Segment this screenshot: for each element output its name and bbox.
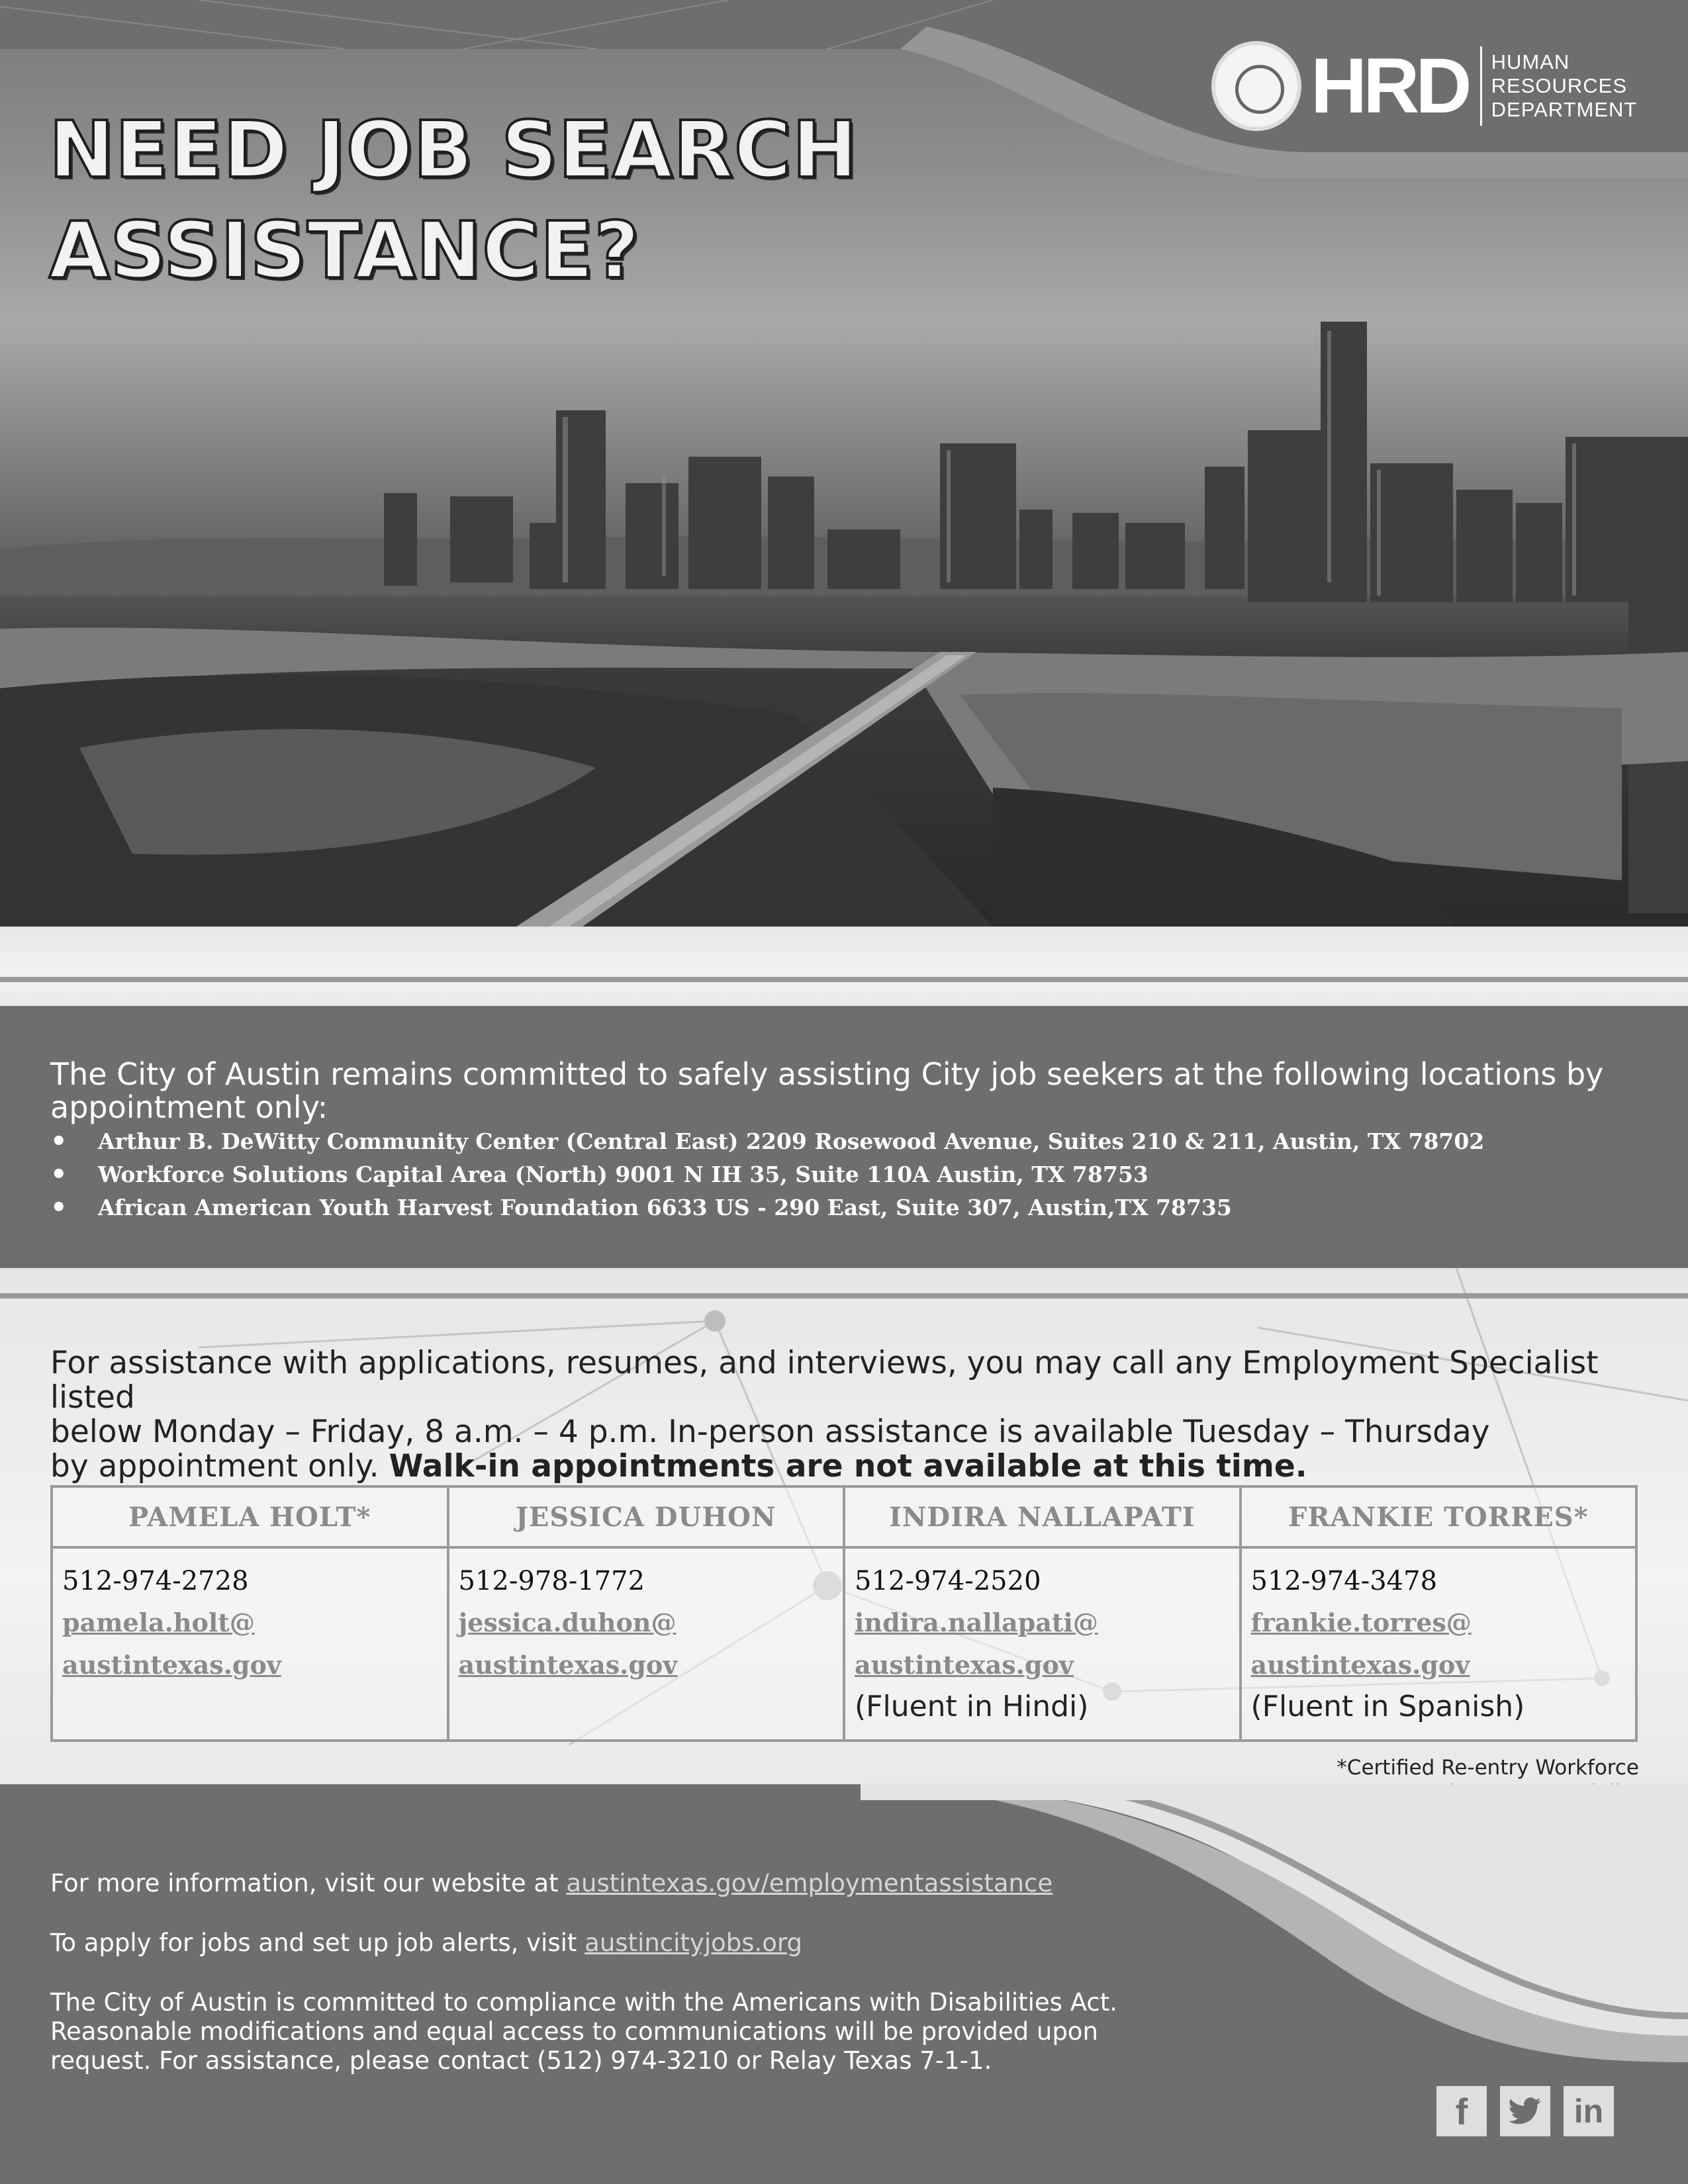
specialist-email-domain[interactable]: austintexas.gov xyxy=(458,1650,678,1680)
specialist-phone[interactable]: 512-978-1772 xyxy=(458,1566,645,1596)
assistance-instructions xyxy=(50,1346,1652,1484)
table-row xyxy=(52,1547,1636,1741)
specialist-email-domain[interactable]: austintexas.gov xyxy=(1250,1650,1470,1680)
specialist-email-user[interactable]: pamela.holt@ xyxy=(62,1608,255,1637)
twitter-icon[interactable] xyxy=(1500,2086,1550,2136)
specialist-cell xyxy=(1241,1547,1637,1741)
specialists-table xyxy=(50,1485,1638,1742)
specialist-phone[interactable]: 512-974-2520 xyxy=(855,1566,1041,1596)
specialist-cell xyxy=(52,1547,448,1741)
specialist-language-note: (Fluent in Hindi) xyxy=(855,1690,1089,1723)
more-info-text: For more information, visit our website at xyxy=(50,1869,567,1897)
location-item: • African American Youth Harvest Foundation 6633 US - 290 East, Suite 307, Austin,TX 78735 xyxy=(50,1191,1639,1224)
employment-assistance-link[interactable]: austintexas.gov/employmentassistance xyxy=(566,1869,1053,1897)
location-item: • Arthur B. DeWitty Community Center (Central East) 2209 Rosewood Avenue, Suites 210 & 211, Austin, TX 78702 xyxy=(50,1125,1639,1158)
department-name-line3: DEPARTMENT xyxy=(1491,98,1638,121)
specialist-phone[interactable]: 512-974-3478 xyxy=(1250,1566,1438,1596)
apply-text: To apply for jobs and set up job alerts, visit xyxy=(50,1929,585,1957)
specialist-name: PAMELA HOLT* xyxy=(52,1486,448,1547)
specialist-email-domain[interactable]: austintexas.gov xyxy=(855,1650,1074,1680)
specialist-language-note: (Fluent in Spanish) xyxy=(1250,1690,1525,1723)
ada-statement-line1: The City of Austin is committed to compliance with the Americans with Disabilities Act. xyxy=(50,1988,1117,2017)
divider-line xyxy=(0,977,1688,982)
specialist-email-user[interactable]: frankie.torres@ xyxy=(1250,1608,1472,1637)
walk-in-notice: Walk-in appointments are not available at this time. xyxy=(389,1448,1307,1484)
hero-title xyxy=(49,99,976,300)
facebook-icon[interactable] xyxy=(1436,2086,1487,2136)
specialist-cell xyxy=(448,1547,845,1741)
separator-band-top xyxy=(0,927,1688,1006)
linkedin-glyph: in xyxy=(1573,2093,1604,2130)
twitter-bird-glyph xyxy=(1508,2097,1542,2126)
apply-line xyxy=(50,1929,1308,1958)
social-links xyxy=(1436,2086,1614,2136)
locations-intro: The City of Austin remains committed to safely assisting City job seekers at the following locations by appointment only: xyxy=(50,1056,1604,1125)
assistance-line2: below Monday – Friday, 8 a.m. – 4 p.m. In-person assistance is available Tuesday – Thursday xyxy=(50,1414,1490,1450)
assistance-line1: For assistance with applications, resumes, and interviews, you may call any Employment Specialist listed xyxy=(50,1345,1599,1416)
specialist-email-domain[interactable]: austintexas.gov xyxy=(62,1650,281,1680)
specialist-email-user[interactable]: indira.nallapati@ xyxy=(855,1608,1098,1637)
assistance-line3 xyxy=(50,1449,1652,1484)
footer-wave-decoration xyxy=(0,1784,1688,2184)
ada-statement-line2: Reasonable modifications and equal access to communications will be provided upon xyxy=(50,2017,1098,2046)
city-jobs-link[interactable]: austincityjobs.org xyxy=(585,1929,802,1957)
ada-statement-line3: request. For assistance, please contact (512) 974-3210 or Relay Texas 7-1-1. xyxy=(50,2046,992,2075)
assistance-line3-text: by appointment only. xyxy=(50,1448,379,1484)
department-name-line1: HUMAN xyxy=(1491,50,1570,73)
specialist-name: INDIRA NALLAPATI xyxy=(844,1486,1241,1547)
table-header-row xyxy=(52,1486,1636,1547)
ada-statement xyxy=(50,1988,1308,2075)
department-name xyxy=(1482,50,1638,122)
certification-footnote-line1: *Certified Re-entry Workforce xyxy=(1336,1756,1639,1780)
specialist-phone[interactable]: 512-974-2728 xyxy=(62,1566,249,1596)
hrd-logo xyxy=(1211,42,1642,130)
more-info-line xyxy=(50,1869,1308,1898)
hero-section xyxy=(0,0,1688,927)
location-item: • Workforce Solutions Capital Area (North) 9001 N IH 35, Suite 110A Austin, TX 78753 xyxy=(50,1158,1639,1191)
hero-title-line2: ASSISTANCE? xyxy=(49,205,640,296)
department-name-line2: RESOURCES xyxy=(1491,74,1628,97)
specialist-name: JESSICA DUHON xyxy=(448,1486,845,1547)
linkedin-icon[interactable] xyxy=(1564,2086,1614,2136)
footer-section xyxy=(0,1784,1688,2184)
hrd-abbreviation: HRD xyxy=(1311,46,1482,126)
locations-list xyxy=(50,1125,1639,1224)
specialist-name: FRANKIE TORRES* xyxy=(1241,1486,1637,1547)
divider-line xyxy=(0,1293,1688,1298)
city-seal-icon xyxy=(1211,41,1301,131)
specialist-email-user[interactable]: jessica.duhon@ xyxy=(458,1608,677,1637)
hero-title-line1: NEED JOB SEARCH xyxy=(49,104,859,195)
specialist-cell xyxy=(844,1547,1241,1741)
facebook-glyph: f xyxy=(1455,2090,1468,2132)
